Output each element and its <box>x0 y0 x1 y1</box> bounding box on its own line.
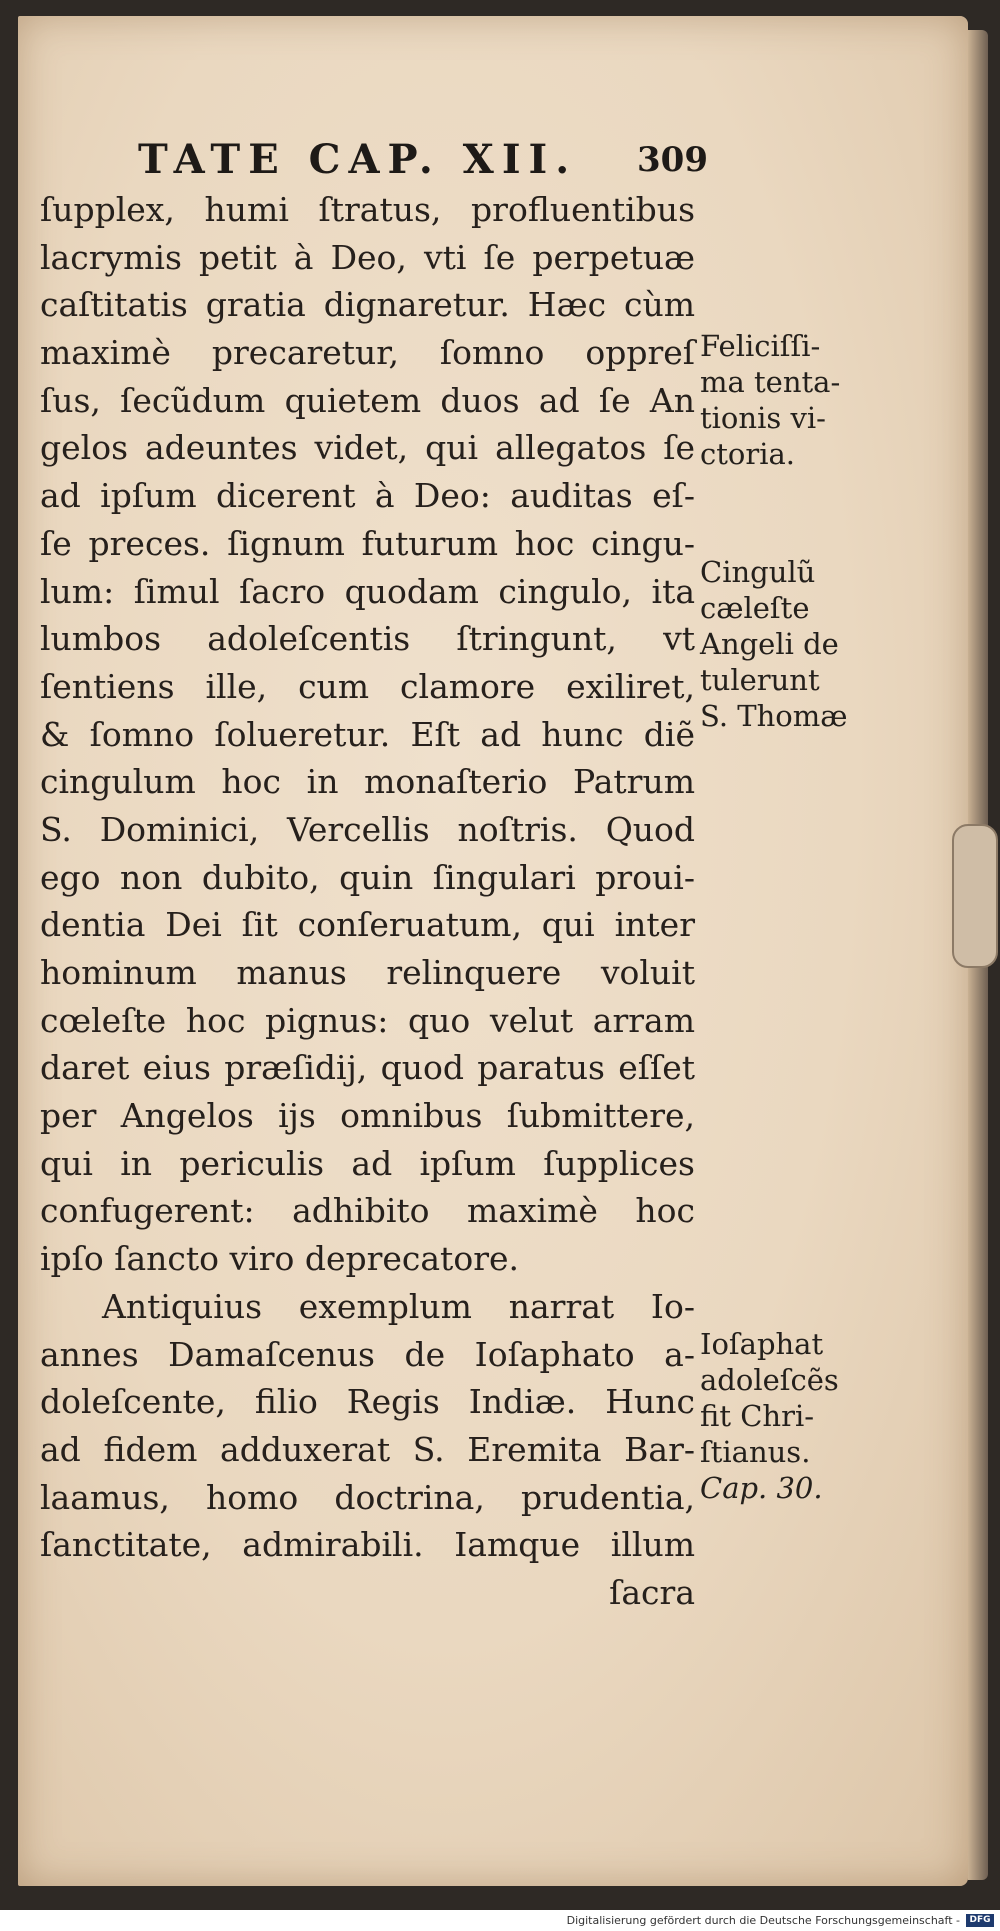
text-line: ad fidem adduxerat S. Eremita Bar- <box>40 1429 695 1469</box>
note-line: ſtianus. <box>700 1435 811 1469</box>
note-line: ma tenta- <box>700 365 841 399</box>
note-line: S. Thomæ <box>700 699 848 733</box>
text-line: lumbos adoleſcentis ſtringunt, vt <box>40 619 695 659</box>
text-line: caſtitatis gratia dignaretur. Hæc cùm <box>40 285 695 325</box>
funding-text: Digitalisierung gefördert durch die Deutsche Forschungsgemeinschaft - <box>566 1914 960 1927</box>
text-line: ſentiens ille, cum clamore exiliret, <box>40 666 695 706</box>
page-number: 309 <box>637 140 708 180</box>
note-line: Angeli de <box>700 627 839 661</box>
text-line: ego non dubito, quin ſingulari proui- <box>40 857 695 897</box>
running-head <box>138 136 708 186</box>
marginal-note-iosaphat <box>700 1326 839 1506</box>
note-line: Feliciſſi- <box>700 329 821 363</box>
text-line: hominum manus relinquere voluit <box>40 953 695 992</box>
text-line: per Angelos ijs omnibus ſubmittere, <box>40 1096 695 1136</box>
text-line: cœleſte hoc pignus: quo velut arram <box>40 1000 695 1040</box>
text-line: ipſo ſancto viro deprecatore. <box>40 1239 519 1279</box>
main-text-block <box>40 186 695 1617</box>
note-line: tulerunt <box>700 663 820 697</box>
book-page <box>18 16 968 1886</box>
funding-footer <box>0 1910 1000 1931</box>
text-line: maximè precaretur, ſomno oppreſ <box>40 333 695 373</box>
note-line: Ioſaphat <box>700 1327 824 1361</box>
marginal-note-temptation <box>700 328 840 472</box>
text-line: ſus, ſecũdum quietem duos ad ſe An <box>40 380 695 420</box>
note-line: adoleſcẽs <box>700 1363 839 1397</box>
note-line: cæleſte <box>700 591 810 625</box>
text-line: ad ipſum dicerent à Deo: auditas eſ- <box>40 476 695 516</box>
text-line: daret eius præſidij, quod paratus eſſet <box>40 1048 695 1088</box>
note-line: ctoria. <box>700 437 796 471</box>
text-line: ſanctitate, admirabili. Iamque illum <box>40 1525 695 1565</box>
text-line: confugerent: adhibito maximè hoc <box>40 1191 695 1231</box>
text-line: ſe preces. ſignum futurum hoc cingu- <box>40 523 695 563</box>
text-line: cingulum hoc in monaſterio Patrum <box>40 762 695 802</box>
note-line: Cap. 30. <box>700 1471 823 1505</box>
text-line: & ſomno ſolueretur. Eſt ad hunc diẽ <box>40 714 695 754</box>
text-line: dentia Dei ſit conſeruatum, qui inter <box>40 905 695 945</box>
text-line: gelos adeuntes videt, qui allegatos ſe <box>40 428 695 468</box>
text-line: doleſcente, filio Regis Indiæ. Hunc <box>40 1382 695 1422</box>
text-line: qui in periculis ad ipſum ſupplices <box>40 1143 695 1183</box>
text-line: lacrymis petit à Deo, vti ſe perpetuæ <box>40 237 695 277</box>
text-line: annes Damaſcenus de Ioſaphato a- <box>40 1334 695 1374</box>
text-line: laamus, homo doctrina, prudentia, <box>40 1477 695 1517</box>
catchword: ſacra <box>609 1572 695 1612</box>
book-clasp <box>952 824 998 968</box>
running-title: TATE CAP. XII. <box>138 136 578 183</box>
text-line: S. Dominici, Vercellis noſtris. Quod <box>40 809 695 849</box>
text-line: ſupplex, humi ſtratus, profluentibus <box>40 190 695 229</box>
text-line: lum: ſimul ſacro quodam cingulo, ita <box>40 571 695 611</box>
note-line: tionis vi- <box>700 401 826 435</box>
text-line: Antiquius exemplum narrat Io- <box>102 1286 695 1326</box>
note-line: fit Chri- <box>700 1399 815 1433</box>
note-line: Cingulũ <box>700 555 816 589</box>
marginal-note-girdle <box>700 554 848 734</box>
dfg-logo: DFG <box>966 1914 994 1927</box>
